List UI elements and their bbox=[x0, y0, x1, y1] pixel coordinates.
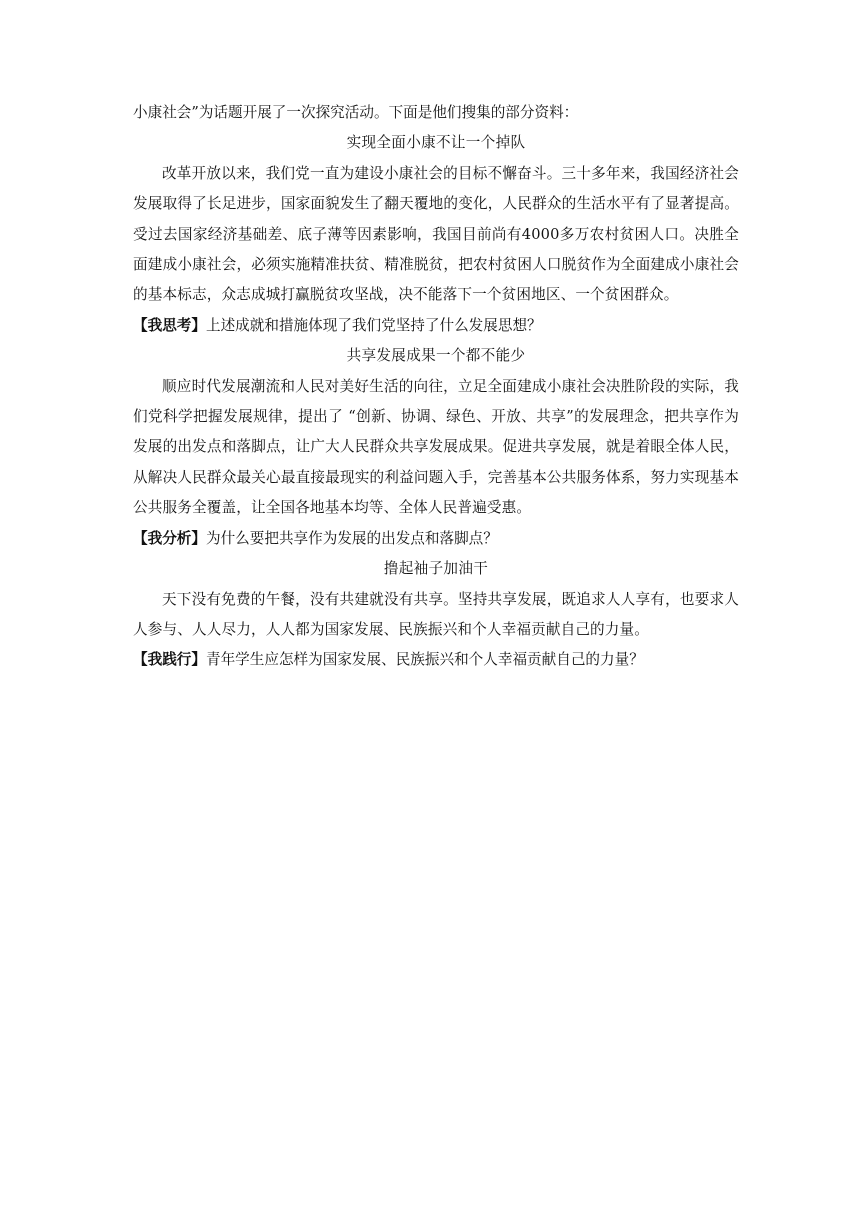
question-tag-analyze: 【我分析】 bbox=[133, 529, 206, 547]
question-tag-practice: 【我践行】 bbox=[133, 651, 206, 669]
section-heading-2: 共享发展成果一个都不能少 bbox=[346, 347, 526, 365]
question-text-think: 上述成就和措施体现了我们党坚持了什么发展思想？ bbox=[205, 316, 542, 334]
section-paragraph-1: 改革开放以来，我们党一直为建设小康社会的目标不懈奋斗。三十多年来，我国经济社会发展取得了长足进步，国家面貌发生了翻天覆地的变化，人民群众的生活水平有了显著提高。受过去国家经济基础差、底子薄等因素影响，我国目前尚有4000多万农村贫困人口。决胜全面建成小康社会，必须实施精准扶贫、精准脱贫，把农村贫困人口脱贫作为全面建成小康社会的基本标志，众志成城打赢脱贫攻坚战，决不能落下一个贫困地区、一个贫困群众。 bbox=[133, 164, 739, 304]
section-heading-3: 撸起袖子加油干 bbox=[383, 560, 489, 578]
section-paragraph-3: 天下没有免费的午餐，没有共建就没有共享。坚持共享发展，既追求人人享有，也要求人人参与、人人尽力，人人都为国家发展、民族振兴和个人幸福贡献自己的力量。 bbox=[133, 590, 739, 638]
question-practice bbox=[133, 645, 739, 675]
section-paragraph-2: 顺应时代发展潮流和人民对美好生活的向往，立足全面建成小康社会决胜阶段的实际，我们党科学把握发展规律，提出了 “创新、协调、绿色、开放、共享”的发展理念，把共享作为发展的出发点和落脚点，让广大人民群众共享发展成果。促进共享发展，就是着眼全体人民，从解决人民群众最关心最直接最现实的利益问题入手，完善基本公共服务体系，努力实现基本公共服务全覆盖，让全国各地基本均等、全体人民普遍受惠。 bbox=[133, 377, 739, 517]
question-analyze bbox=[133, 524, 739, 554]
question-text-practice: 青年学生应怎样为国家发展、民族振兴和个人幸福贡献自己的力量？ bbox=[205, 651, 644, 669]
question-tag-think: 【我思考】 bbox=[133, 316, 206, 334]
question-text-analyze: 为什么要把共享作为发展的出发点和落脚点？ bbox=[205, 529, 498, 547]
question-think bbox=[133, 311, 739, 341]
section-heading-1: 实现全面小康不让一个掉队 bbox=[346, 134, 526, 152]
document-page bbox=[133, 98, 739, 676]
intro-line: 小康社会”为话题开展了一次探究活动。下面是他们搜集的部分资料： bbox=[133, 104, 579, 121]
